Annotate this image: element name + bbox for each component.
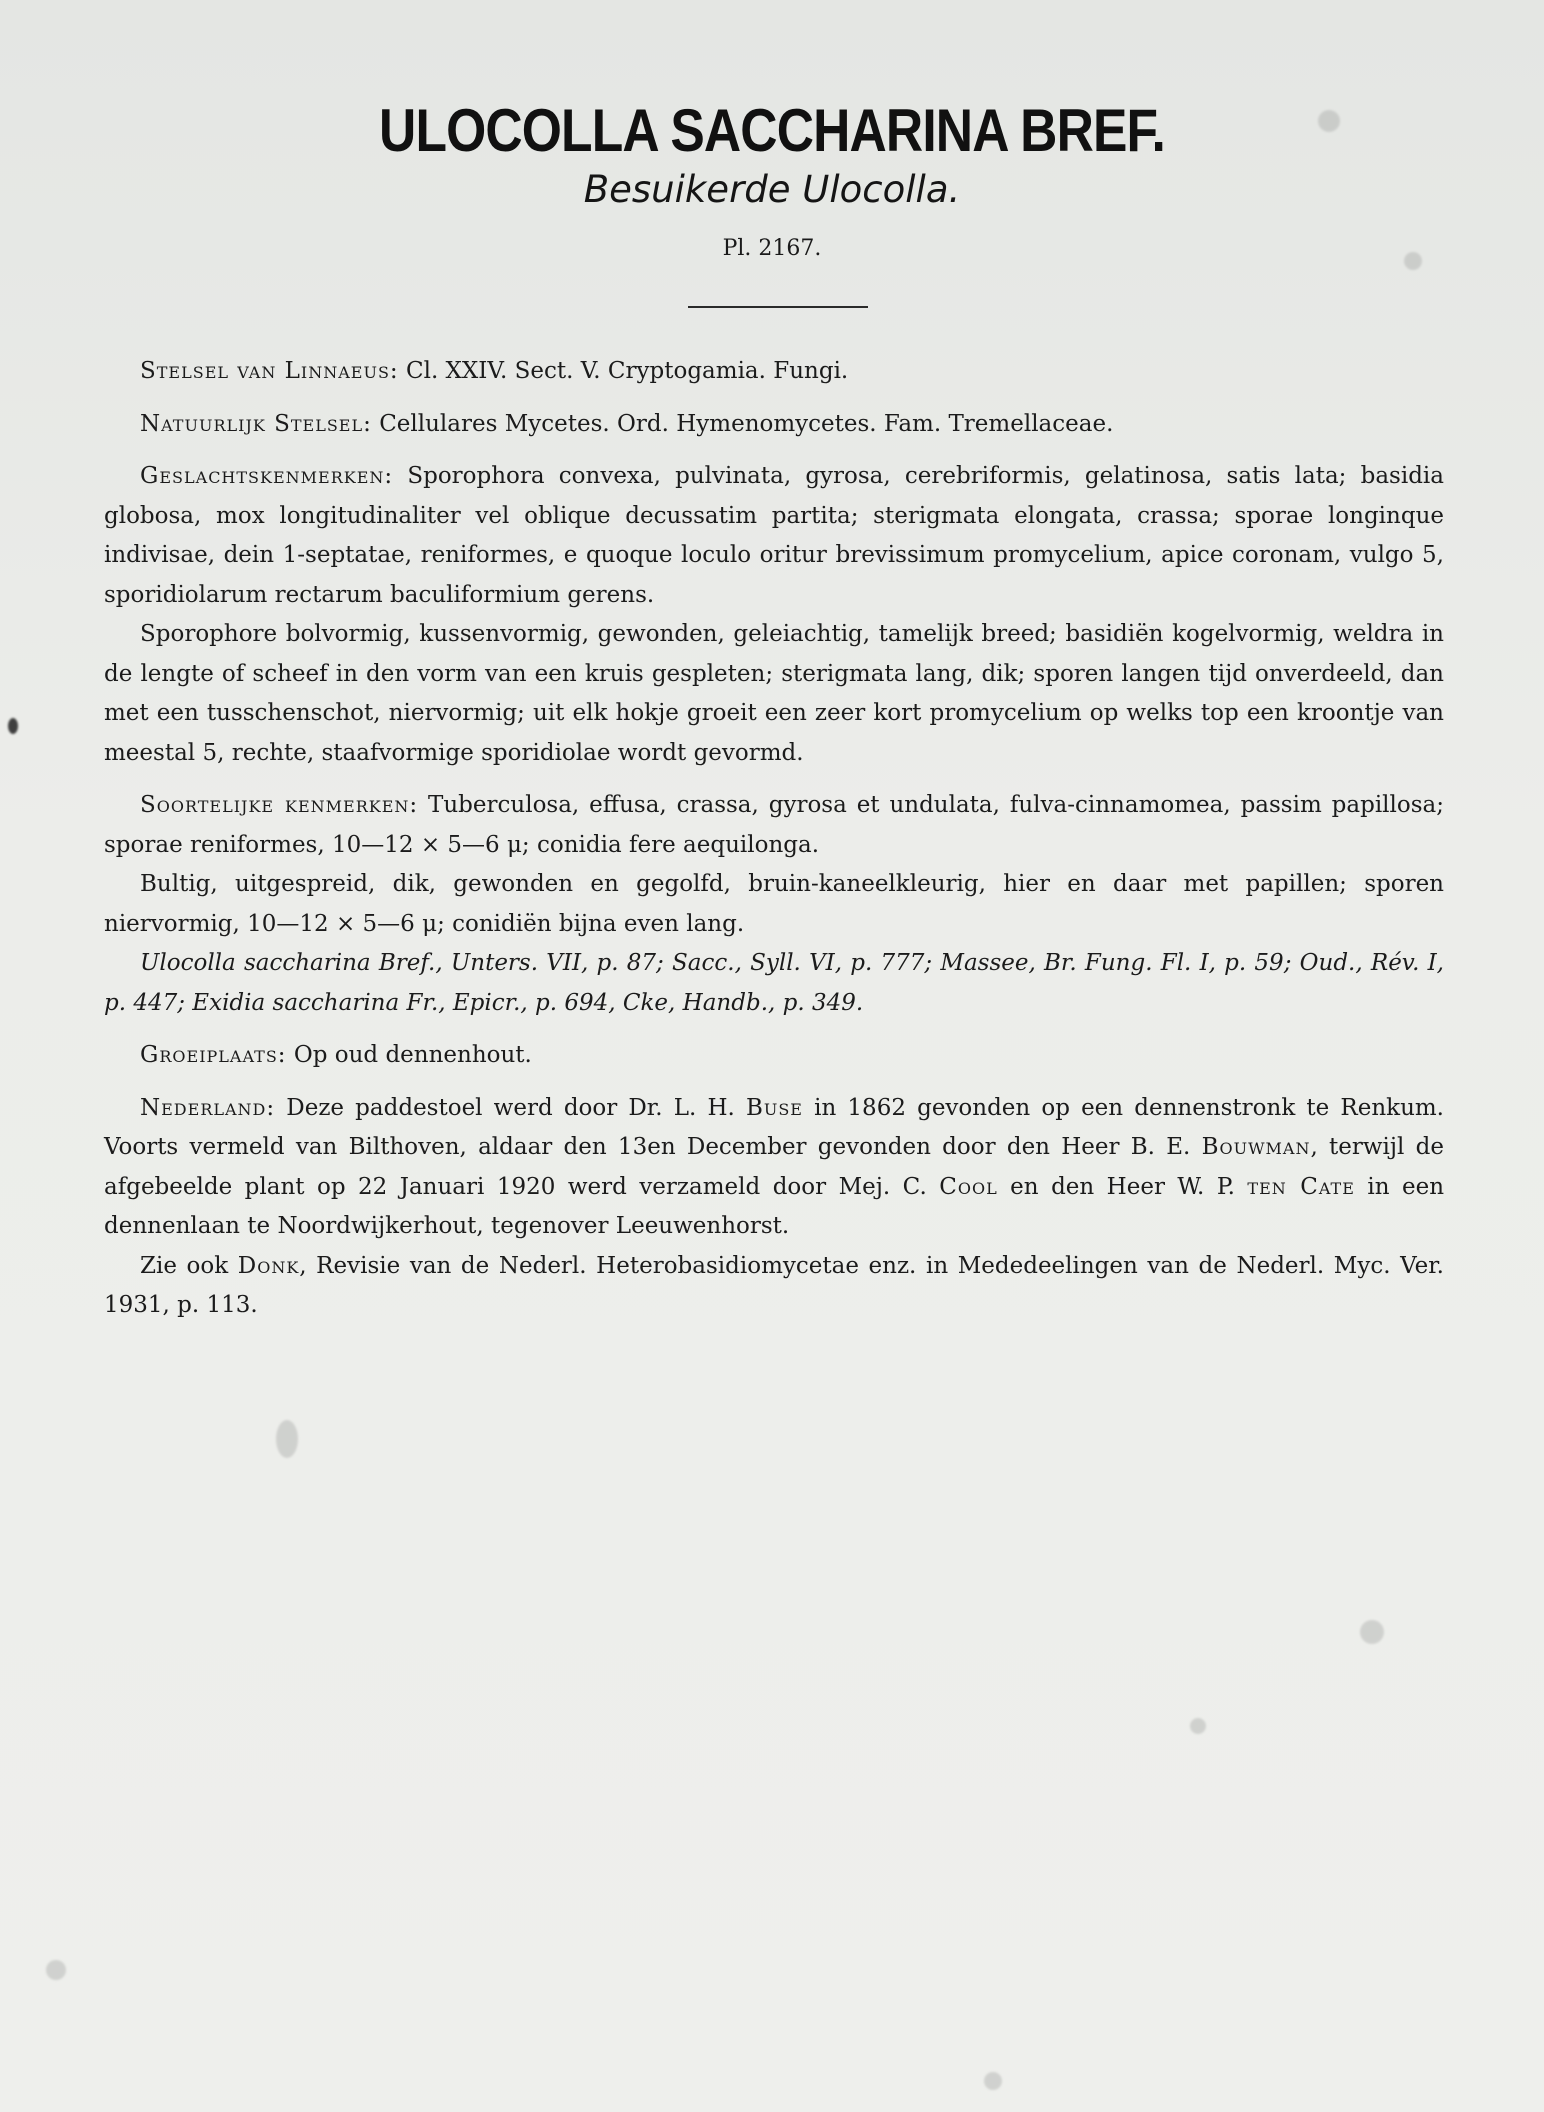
linnaeus-label: Stelsel van Linnaeus: <box>140 358 399 384</box>
zie-ook-text-2: , Revisie van de Nederl. Heterobasidiomycetae enz. in Mededeelingen van de Nederl. Myc. Ver. 1931, p. 113. <box>104 1252 1444 1318</box>
geslacht-latin-paragraph <box>104 457 1444 615</box>
soort-dutch-paragraph: Bultig, uitgespreid, dik, gewonden en gegolfd, bruin-kaneelkleurig, hier en daar met papillen; sporen niervormig, 10—12 × 5—6 μ; conidiën bijna even lang. <box>104 871 1444 937</box>
nederland-label: Nederland: <box>140 1094 276 1121</box>
nederland-text-2: in 1862 gevonden op een dennenstronk te Renkum. Voorts vermeld van Bilthoven, aldaar den 13en December gevonden door den Heer B. E. <box>104 1094 1444 1160</box>
groeiplaats-paragraph <box>104 1036 1444 1076</box>
paper-speck <box>8 718 18 734</box>
groeiplaats-text: Op oud dennenhout. <box>293 1042 532 1068</box>
nederland-paragraph <box>104 1089 1444 1247</box>
header-divider <box>688 306 868 308</box>
nederland-text-1: Deze paddestoel werd door Dr. L. H. <box>286 1094 735 1121</box>
collector-name-bouwman: Bouwman <box>1201 1134 1311 1160</box>
author-name-donk: Donk <box>237 1252 300 1279</box>
nederland-text-4: en den Heer W. P. <box>1010 1173 1235 1200</box>
zie-ook-paragraph <box>104 1247 1444 1326</box>
collector-name-ten-cate: ten Cate <box>1247 1173 1355 1200</box>
linnaeus-paragraph <box>104 352 1444 392</box>
geslacht-dutch-paragraph: Sporophore bolvormig, kussenvormig, gewonden, geleiachtig, tamelijk breed; basidiën kogelvormig, weldra in de lengte of scheef in den vorm van een kruis gespleten; sterigmata lang, dik; sporen langen tijd onverdeeld, dan met een tusschenschot, niervormig; uit elk hokje groeit een zeer kort promycelium op welks top een kroontje van meestal 5, rechte, staafvormige sporidiolae wordt gevormd. <box>104 621 1444 766</box>
paper-speck <box>1318 110 1340 132</box>
natuurlijk-paragraph <box>104 405 1444 445</box>
linnaeus-text: Cl. XXIV. Sect. V. Cryptogamia. Fungi. <box>405 358 849 384</box>
geslacht-latin-text: Sporophora convexa, pulvinata, gyrosa, cerebriformis, gelatinosa, satis lata; basidia globosa, mox longitudinaliter vel oblique decussatim partita; sterigmata elongata, crassa; sporae longinque indivisae, dein 1-septatae, reniformes, e quoque loculo oritur brevissimum promycelium, apice coronam, vulgo 5, sporidiolarum rectarum baculiformium gerens. <box>104 463 1444 608</box>
collector-name-cool: Cool <box>939 1173 998 1200</box>
groeiplaats-label: Groeiplaats: <box>140 1042 287 1068</box>
synonymy-paragraph: Ulocolla saccharina Bref., Unters. VII, p. 87; Sacc., Syll. VI, p. 777; Massee, Br. Fung. Fl. I, p. 59; Oud., Rév. I, p. 447; Exidia saccharina Fr., Epicr., p. 694, Cke, Handb., p. 349. <box>104 950 1444 1016</box>
description-body <box>104 352 1444 1326</box>
paper-speck <box>1404 252 1422 270</box>
nederland-text-3: , terwijl de afgebeelde plant op 22 Januari 1920 werd verzameld door Mej. C. <box>104 1134 1444 1200</box>
species-title: ULOCOLLA SACCHARINA BREF. <box>379 97 1165 164</box>
soort-latin-paragraph <box>104 786 1444 865</box>
plate-number: Pl. 2167. <box>722 236 822 261</box>
natuurlijk-text: Cellulares Mycetes. Ord. Hymenomycetes. Fam. Tremellaceae. <box>379 410 1114 437</box>
zie-ook-text-1: Zie ook <box>140 1252 229 1279</box>
natuurlijk-label: Natuurlijk Stelsel: <box>140 410 372 437</box>
dutch-common-name: Besuikerde Ulocolla. <box>583 168 961 211</box>
paper-speck <box>276 1420 298 1458</box>
paper-speck <box>984 2072 1002 2090</box>
geslacht-label: Geslachtskenmerken: <box>140 463 394 489</box>
paper-speck <box>1360 1620 1384 1644</box>
soort-label: Soortelijke kenmerken: <box>140 792 419 818</box>
nederland-text-5: in een dennenlaan te Noordwijkerhout, tegenover Leeuwenhorst. <box>104 1173 1445 1239</box>
paper-speck <box>1190 1718 1206 1734</box>
collector-name-buse: Buse <box>745 1094 803 1121</box>
paper-speck <box>46 1960 66 1980</box>
soort-latin-text: Tuberculosa, effusa, crassa, gyrosa et undulata, fulva-cinnamomea, passim papillosa; sporae reniformes, 10—12 × 5—6 μ; conidia fere aequilonga. <box>104 792 1445 858</box>
